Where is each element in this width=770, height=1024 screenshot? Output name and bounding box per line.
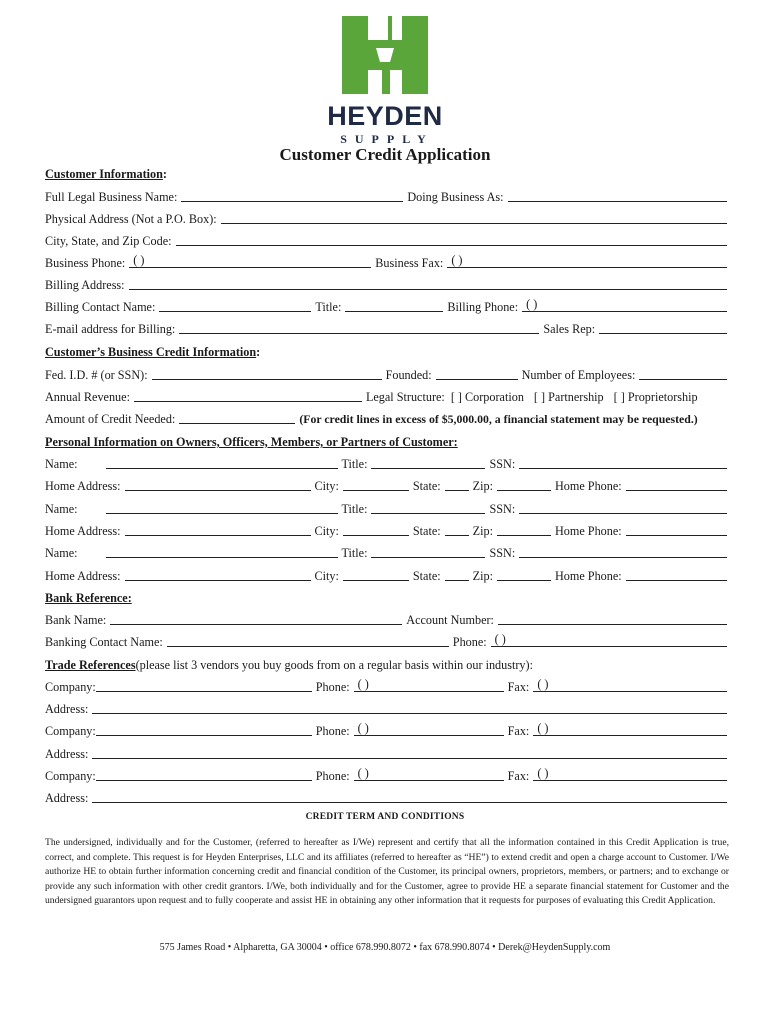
trade-company-label: Company: (45, 680, 96, 694)
credit-needed-label: Amount of Credit Needed: (45, 412, 176, 426)
trade-3-company-field[interactable] (96, 768, 312, 781)
customer-info-heading-row (45, 163, 727, 181)
home-address-label: Home Address: (45, 479, 121, 493)
customer-info-heading: Customer Information (45, 167, 163, 181)
annual-revenue-label: Annual Revenue: (45, 390, 130, 404)
owner-2-name-row (45, 498, 727, 516)
billing-contact-field[interactable] (159, 299, 311, 312)
row-legal-name (45, 186, 727, 204)
owner-2-title-field[interactable] (371, 501, 485, 514)
row-physical-address (45, 208, 727, 226)
area-code-paren: ( ) (537, 721, 549, 735)
physical-address-field[interactable] (221, 211, 727, 224)
business-credit-heading-row (45, 341, 727, 359)
billing-title-label: Title: (315, 300, 342, 314)
owner-1-city-field[interactable] (343, 478, 409, 491)
account-number-field[interactable] (498, 612, 727, 625)
trade-2-address-field[interactable] (92, 746, 727, 759)
area-code-paren: ( ) (133, 253, 145, 267)
owner-3-address-row (45, 565, 727, 583)
trade-heading-row (45, 654, 727, 672)
owner-title-label: Title: (341, 457, 368, 471)
owner-3-zip-field[interactable] (497, 568, 551, 581)
city-label: City: (314, 569, 339, 583)
owner-2-zip-field[interactable] (497, 523, 551, 536)
owners-heading: Personal Information on Owners, Officers, Members, or Partners of Customer: (45, 435, 458, 449)
heading-colon: : (162, 167, 167, 181)
trade-company-label: Company: (45, 724, 96, 738)
business-fax-label: Business Fax: (375, 256, 444, 270)
owner-3-name-row (45, 542, 727, 560)
owner-2-state-field[interactable] (445, 523, 469, 536)
owner-1-phone-field[interactable] (626, 478, 727, 491)
trade-fax-label: Fax: (507, 680, 530, 694)
owner-3-title-field[interactable] (371, 545, 485, 558)
terms-body: The undersigned, individually and for the Customer, (referred to hereafter as I/We) represent and certify that all the information contained in this Credit Application is true, correct, and complete. This request is for Heyden Enterprises, LLC and its affiliates (referred to hereafter as “HE”) to extend credit and open a charge account to Customer. I/We authorize HE to obtain further information concerning credit and financial condition of the Customer, its principal owners, proprietors, members, or partners; and to exchange or provide any such information with other credit grantors. I/We, both individually and for the Customer, agree to provide HE a separate financial statement for Customer and the undersigned guarantors upon request and to fully cooperate and assist HE in obtaining any other information that it requests for purposes of evaluating this Credit Application. (45, 837, 729, 907)
business-credit-heading: Customer’s Business Credit Information (45, 345, 257, 359)
owner-1-name-field[interactable] (106, 456, 338, 469)
full-legal-name-field[interactable] (181, 189, 403, 202)
home-address-label: Home Address: (45, 569, 121, 583)
owner-ssn-label: SSN: (489, 546, 516, 560)
owner-3-ssn-field[interactable] (519, 545, 727, 558)
account-number-label: Account Number: (406, 613, 494, 627)
banking-contact-field[interactable] (167, 634, 449, 647)
trade-address-label: Address: (45, 702, 89, 716)
employees-field[interactable] (639, 367, 727, 380)
owner-1-state-field[interactable] (445, 478, 469, 491)
owner-3-city-field[interactable] (343, 568, 409, 581)
trade-3-fax-field[interactable] (533, 768, 727, 781)
owner-1-address-field[interactable] (125, 478, 311, 491)
trade-address-label: Address: (45, 791, 89, 805)
trade-1-company-row (45, 676, 727, 694)
row-phone-fax (45, 252, 727, 270)
row-annual-revenue (45, 386, 727, 404)
zip-label: Zip: (472, 524, 493, 538)
city-label: City: (314, 479, 339, 493)
corporation-checkbox[interactable]: [ ] Corporation (450, 390, 524, 404)
trade-phone-label: Phone: (315, 769, 350, 783)
full-legal-name-label: Full Legal Business Name: (45, 190, 178, 204)
trade-phone-label: Phone: (315, 680, 350, 694)
heading-colon: : (256, 345, 261, 359)
row-bank-name (45, 609, 727, 627)
owner-ssn-label: SSN: (489, 502, 516, 516)
trade-3-company-row (45, 765, 727, 783)
page-title: Customer Credit Application (279, 145, 491, 164)
bank-phone-field[interactable] (491, 634, 727, 647)
owner-1-zip-field[interactable] (497, 478, 551, 491)
billing-contact-label: Billing Contact Name: (45, 300, 156, 314)
area-code-paren: ( ) (526, 297, 538, 311)
owner-3-address-field[interactable] (125, 568, 311, 581)
credit-needed-field[interactable] (179, 411, 295, 424)
sales-rep-field[interactable] (599, 321, 727, 334)
home-phone-label: Home Phone: (554, 479, 622, 493)
logo-word-heyden: HEYDEN (327, 101, 443, 131)
row-fed-id (45, 364, 727, 382)
employees-label: Number of Employees: (521, 368, 636, 382)
banking-contact-label: Banking Contact Name: (45, 635, 163, 649)
trade-company-label: Company: (45, 769, 96, 783)
state-label: State: (412, 524, 441, 538)
owner-1-address-row (45, 475, 727, 493)
trade-heading: Trade References (45, 658, 136, 672)
area-code-paren: ( ) (537, 766, 549, 780)
proprietorship-checkbox[interactable]: [ ] Proprietorship (613, 390, 698, 404)
dba-label: Doing Business As: (407, 190, 504, 204)
footer-contact: 575 James Road • Alpharetta, GA 30004 • office 678.990.8072 • fax 678.990.8074 • Derek@HeydenSupply.com (159, 942, 611, 953)
state-label: State: (412, 479, 441, 493)
owner-name-label: Name: (45, 546, 78, 560)
email-billing-label: E-mail address for Billing: (45, 322, 176, 336)
fed-id-field[interactable] (152, 367, 382, 380)
area-code-paren: ( ) (357, 721, 369, 735)
home-phone-label: Home Phone: (554, 524, 622, 538)
row-email-billing (45, 318, 727, 336)
owner-2-address-field[interactable] (125, 523, 311, 536)
founded-label: Founded: (385, 368, 432, 382)
owner-name-label: Name: (45, 457, 78, 471)
trade-note: (please list 3 vendors you buy goods from on a regular basis within our industry): (135, 658, 533, 672)
trade-2-phone-field[interactable] (354, 723, 504, 736)
trade-2-company-field[interactable] (96, 723, 312, 736)
bank-phone-label: Phone: (452, 635, 487, 649)
state-label: State: (412, 569, 441, 583)
owner-3-phone-field[interactable] (626, 568, 727, 581)
sales-rep-label: Sales Rep: (543, 322, 596, 336)
area-code-paren: ( ) (451, 253, 463, 267)
bank-name-field[interactable] (110, 612, 402, 625)
owner-2-address-row (45, 520, 727, 538)
trade-address-label: Address: (45, 747, 89, 761)
city-state-zip-field[interactable] (176, 233, 728, 246)
owner-3-name-field[interactable] (106, 545, 338, 558)
legal-structure-label: Legal Structure: (365, 390, 445, 404)
bank-heading-row (45, 587, 727, 605)
trade-1-fax-field[interactable] (533, 679, 727, 692)
area-code-paren: ( ) (357, 766, 369, 780)
bank-heading: Bank Reference: (45, 591, 132, 605)
row-billing-address (45, 274, 727, 292)
trade-2-company-row (45, 720, 727, 738)
owner-2-ssn-field[interactable] (519, 501, 727, 514)
dba-field[interactable] (508, 189, 727, 202)
zip-label: Zip: (472, 569, 493, 583)
trade-2-fax-field[interactable] (533, 723, 727, 736)
owner-3-state-field[interactable] (445, 568, 469, 581)
row-banking-contact (45, 631, 727, 649)
owner-1-name-row (45, 453, 727, 471)
founded-field[interactable] (436, 367, 518, 380)
annual-revenue-field[interactable] (134, 389, 362, 402)
billing-phone-label: Billing Phone: (447, 300, 519, 314)
owner-title-label: Title: (341, 502, 368, 516)
owner-ssn-label: SSN: (489, 457, 516, 471)
owner-2-name-field[interactable] (106, 501, 338, 514)
home-phone-label: Home Phone: (554, 569, 622, 583)
logo-word-supply: SUPPLY (340, 132, 434, 146)
city-label: City: (314, 524, 339, 538)
business-phone-field[interactable] (129, 255, 371, 268)
row-billing-contact (45, 296, 727, 314)
business-phone-label: Business Phone: (45, 256, 126, 270)
trade-fax-label: Fax: (507, 724, 530, 738)
billing-phone-field[interactable] (522, 299, 727, 312)
row-credit-needed (45, 408, 727, 426)
owner-2-city-field[interactable] (343, 523, 409, 536)
owner-title-label: Title: (341, 546, 368, 560)
home-address-label: Home Address: (45, 524, 121, 538)
heyden-supply-logo (310, 12, 460, 148)
terms-heading: CREDIT TERM AND CONDITIONS (305, 812, 465, 822)
trade-fax-label: Fax: (507, 769, 530, 783)
owner-name-label: Name: (45, 502, 78, 516)
owner-2-phone-field[interactable] (626, 523, 727, 536)
business-fax-field[interactable] (447, 255, 727, 268)
billing-address-label: Billing Address: (45, 278, 125, 292)
trade-2-address-row (45, 743, 727, 761)
credit-note: (For credit lines in excess of $5,000.00, a financial statement may be requested.) (299, 412, 698, 426)
physical-address-label: Physical Address (Not a P.O. Box): (45, 212, 217, 226)
trade-1-address-row (45, 698, 727, 716)
row-city-state-zip (45, 230, 727, 248)
trade-3-phone-field[interactable] (354, 768, 504, 781)
zip-label: Zip: (472, 479, 493, 493)
email-billing-field[interactable] (179, 321, 539, 334)
billing-address-field[interactable] (129, 277, 727, 290)
trade-3-address-row (45, 787, 727, 805)
trade-3-address-field[interactable] (92, 790, 727, 803)
billing-title-field[interactable] (345, 299, 443, 312)
owner-1-title-field[interactable] (371, 456, 485, 469)
trade-1-address-field[interactable] (92, 701, 727, 714)
area-code-paren: ( ) (537, 677, 549, 691)
partnership-checkbox[interactable]: [ ] Partnership (533, 390, 604, 404)
city-state-zip-label: City, State, and Zip Code: (45, 234, 172, 248)
trade-phone-label: Phone: (315, 724, 350, 738)
owners-heading-row (45, 431, 727, 449)
trade-1-phone-field[interactable] (354, 679, 504, 692)
area-code-paren: ( ) (494, 632, 506, 646)
trade-1-company-field[interactable] (96, 679, 312, 692)
owner-1-ssn-field[interactable] (519, 456, 727, 469)
area-code-paren: ( ) (357, 677, 369, 691)
fed-id-label: Fed. I.D. # (or SSN): (45, 368, 148, 382)
bank-name-label: Bank Name: (45, 613, 107, 627)
